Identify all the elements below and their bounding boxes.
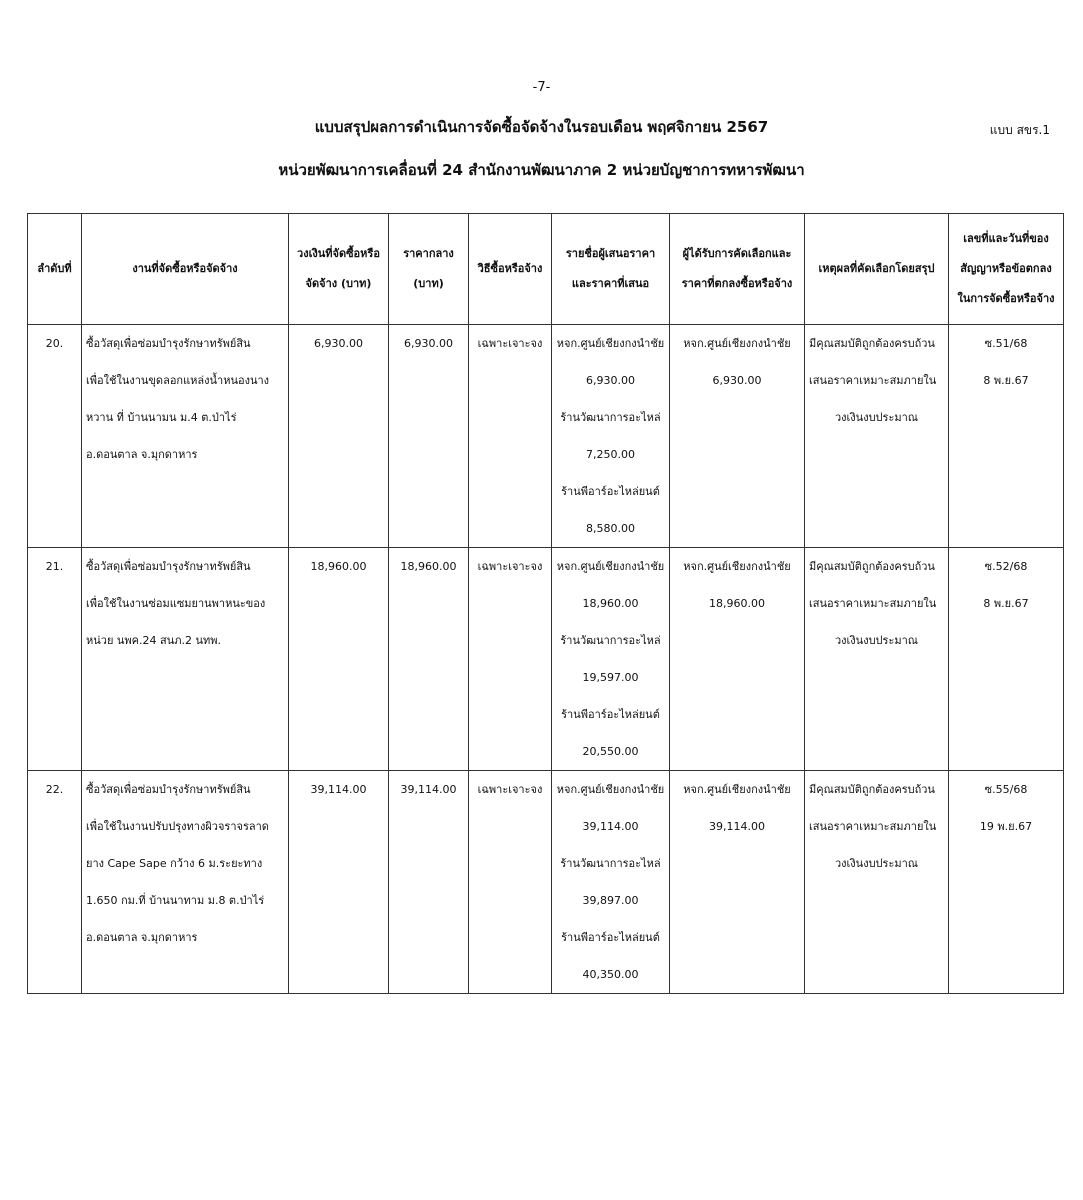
selection-reason-line: เสนอราคาเหมาะสมภายใน — [809, 597, 937, 610]
median-price-value: 6,930.00 — [404, 337, 453, 350]
work-description-line: 1.650 กม.ที่ บ้านนาทาม ม.8 ต.ป่าไร่ — [86, 894, 265, 907]
bidders-list-line: หจก.ศูนย์เชียงกงนำชัย — [556, 337, 665, 350]
selection-reason-line: มีคุณสมบัติถูกต้องครบถ้วน — [809, 560, 935, 573]
work-description-line: ซื้อวัสดุเพื่อซ่อมบำรุงรักษาทรัพย์สิน — [86, 337, 251, 350]
table-row — [28, 325, 1064, 548]
median-price-value: 39,114.00 — [400, 783, 457, 796]
selection-reason-line: วงเงินงบประมาณ — [835, 411, 918, 424]
column-header-no — [28, 214, 82, 325]
selection-reason — [805, 548, 949, 771]
selection-reason — [805, 771, 949, 994]
procurement-method-value: เฉพาะเจาะจง — [477, 783, 543, 796]
column-header-line: ราคาที่ตกลงซื้อหรือจ้าง — [681, 277, 793, 290]
table-row — [28, 548, 1064, 771]
work-description-line: เพื่อใช้ในงานปรับปรุงทางผิวจราจรลาด — [86, 820, 269, 833]
column-header-line: รายชื่อผู้เสนอราคา — [565, 247, 656, 260]
selected-vendor-line: หจก.ศูนย์เชียงกงนำชัย — [683, 337, 791, 350]
selected-vendor-line: 6,930.00 — [712, 374, 762, 387]
selection-reason-line: มีคุณสมบัติถูกต้องครบถ้วน — [809, 783, 935, 796]
work-description-line: อ.ดอนตาล จ.มุกดาหาร — [86, 931, 198, 944]
median-price — [389, 771, 469, 994]
column-header-line: งานที่จัดซื้อหรือจัดจ้าง — [132, 262, 238, 275]
work-description-line: เพื่อใช้ในงานขุดลอกแหล่งน้ำหนองนาง — [86, 374, 270, 387]
selection-reason-line: เสนอราคาเหมาะสมภายใน — [809, 374, 937, 387]
page-number: -7- — [532, 80, 551, 95]
contract-ref-line: 8 พ.ย.67 — [983, 374, 1029, 387]
form-code: แบบ สขร.1 — [989, 123, 1050, 137]
bidders-list — [552, 548, 670, 771]
row-number-value: 20. — [45, 337, 64, 350]
column-header-line: จัดจ้าง (บาท) — [305, 277, 372, 290]
procurement-method-value: เฉพาะเจาะจง — [477, 560, 543, 573]
table-row — [28, 771, 1064, 994]
row-number-value: 21. — [45, 560, 64, 573]
column-header-line: เหตุผลที่คัดเลือกโดยสรุป — [818, 262, 935, 275]
selected-vendor-line: หจก.ศูนย์เชียงกงนำชัย — [683, 783, 791, 796]
selected-vendor — [670, 771, 805, 994]
contract-ref-line: 19 พ.ย.67 — [979, 820, 1033, 833]
bidders-list-line: ร้านพีอาร์อะไหล่ยนต์ — [561, 708, 660, 721]
column-header-contract — [949, 214, 1064, 325]
procurement-method-value: เฉพาะเจาะจง — [477, 337, 543, 350]
contract-ref-line: 8 พ.ย.67 — [983, 597, 1029, 610]
row-number — [28, 548, 82, 771]
budget-amount-value: 6,930.00 — [314, 337, 363, 350]
table-header-row — [28, 214, 1064, 325]
document-title: แบบสรุปผลการดำเนินการจัดซื้อจัดจ้างในรอบเดือน พฤศจิกายน 2567 — [314, 118, 769, 136]
selection-reason-line: วงเงินงบประมาณ — [835, 634, 918, 647]
bidders-list-line: 6,930.00 — [586, 374, 635, 387]
procurement-summary-table — [27, 213, 1064, 994]
median-price — [389, 325, 469, 548]
column-header-line: วิธีซื้อหรือจ้าง — [477, 262, 543, 275]
budget-amount — [289, 548, 389, 771]
work-description-line: ซื้อวัสดุเพื่อซ่อมบำรุงรักษาทรัพย์สิน — [86, 560, 251, 573]
selection-reason-line: วงเงินงบประมาณ — [835, 857, 918, 870]
column-header-line: ผู้ได้รับการคัดเลือกและ — [682, 247, 792, 260]
column-header-line: ราคากลาง — [403, 247, 454, 260]
bidders-list-line: ร้านวัฒนาการอะไหล่ — [560, 634, 661, 647]
bidders-list-line: 8,580.00 — [586, 522, 635, 535]
row-number — [28, 771, 82, 994]
selection-reason — [805, 325, 949, 548]
column-header-line: สัญญาหรือข้อตกลง — [960, 262, 1052, 275]
budget-amount-value: 18,960.00 — [310, 560, 367, 573]
selected-vendor-line: หจก.ศูนย์เชียงกงนำชัย — [683, 560, 791, 573]
contract-ref-line: ซ.55/68 — [984, 783, 1028, 796]
selection-reason-line: เสนอราคาเหมาะสมภายใน — [809, 820, 937, 833]
bidders-list-line: ร้านพีอาร์อะไหล่ยนต์ — [561, 485, 660, 498]
column-header-bidders — [552, 214, 670, 325]
bidders-list-line: 18,960.00 — [582, 597, 639, 610]
selected-vendor-line: 39,114.00 — [709, 820, 765, 833]
bidders-list-line: 39,114.00 — [582, 820, 639, 833]
work-description-line: หน่วย นพค.24 สนภ.2 นทพ. — [86, 634, 222, 647]
row-number-value: 22. — [45, 783, 64, 796]
bidders-list-line: 39,897.00 — [582, 894, 639, 907]
bidders-list-line: 7,250.00 — [586, 448, 635, 461]
budget-amount — [289, 325, 389, 548]
column-header-method — [469, 214, 552, 325]
bidders-list-line: ร้านวัฒนาการอะไหล่ — [560, 411, 661, 424]
selected-vendor-line: 18,960.00 — [709, 597, 765, 610]
column-header-line: เลขที่และวันที่ของ — [963, 232, 1049, 245]
bidders-list-line: ร้านพีอาร์อะไหล่ยนต์ — [561, 931, 660, 944]
procurement-method — [469, 771, 552, 994]
budget-amount — [289, 771, 389, 994]
selected-vendor — [670, 325, 805, 548]
bidders-list-line: 40,350.00 — [582, 968, 639, 981]
work-description-line: หวาน ที่ บ้านนามน ม.4 ต.ป่าไร่ — [86, 411, 237, 424]
bidders-list-line: ร้านวัฒนาการอะไหล่ — [560, 857, 661, 870]
work-description-line: อ.ดอนตาล จ.มุกดาหาร — [86, 448, 198, 461]
bidders-list-line: หจก.ศูนย์เชียงกงนำชัย — [556, 560, 665, 573]
median-price — [389, 548, 469, 771]
procurement-method — [469, 325, 552, 548]
column-header-line: (บาท) — [413, 277, 444, 290]
procurement-method — [469, 548, 552, 771]
work-description-line: เพื่อใช้ในงานซ่อมแซมยานพาหนะของ — [86, 597, 266, 610]
column-header-line: ลำดับที่ — [37, 262, 72, 275]
column-header-reason — [805, 214, 949, 325]
column-header-work — [82, 214, 289, 325]
column-header-line: และราคาที่เสนอ — [571, 277, 650, 290]
budget-amount-value: 39,114.00 — [310, 783, 367, 796]
work-description — [82, 548, 289, 771]
contract-ref-line: ซ.51/68 — [984, 337, 1028, 350]
work-description-line: ยาง Cape Sape กว้าง 6 ม.ระยะทาง — [86, 857, 263, 870]
bidders-list-line: 19,597.00 — [582, 671, 639, 684]
row-number — [28, 325, 82, 548]
work-description — [82, 325, 289, 548]
contract-ref-line: ซ.52/68 — [984, 560, 1028, 573]
column-header-budget — [289, 214, 389, 325]
bidders-list — [552, 771, 670, 994]
selection-reason-line: มีคุณสมบัติถูกต้องครบถ้วน — [809, 337, 935, 350]
column-header-winner — [670, 214, 805, 325]
bidders-list — [552, 325, 670, 548]
bidders-list-line: หจก.ศูนย์เชียงกงนำชัย — [556, 783, 665, 796]
contract-ref — [949, 771, 1064, 994]
column-header-line: วงเงินที่จัดซื้อหรือ — [297, 247, 380, 260]
selected-vendor — [670, 548, 805, 771]
work-description-line: ซื้อวัสดุเพื่อซ่อมบำรุงรักษาทรัพย์สิน — [86, 783, 251, 796]
work-description — [82, 771, 289, 994]
median-price-value: 18,960.00 — [400, 560, 457, 573]
contract-ref — [949, 325, 1064, 548]
table-body — [28, 325, 1064, 994]
column-header-line: ในการจัดซื้อหรือจ้าง — [957, 292, 1055, 305]
column-header-median-price — [389, 214, 469, 325]
contract-ref — [949, 548, 1064, 771]
document-subtitle: หน่วยพัฒนาการเคลื่อนที่ 24 สำนักงานพัฒนาภาค 2 หน่วยบัญชาการทหารพัฒนา — [278, 161, 805, 179]
bidders-list-line: 20,550.00 — [582, 745, 639, 758]
